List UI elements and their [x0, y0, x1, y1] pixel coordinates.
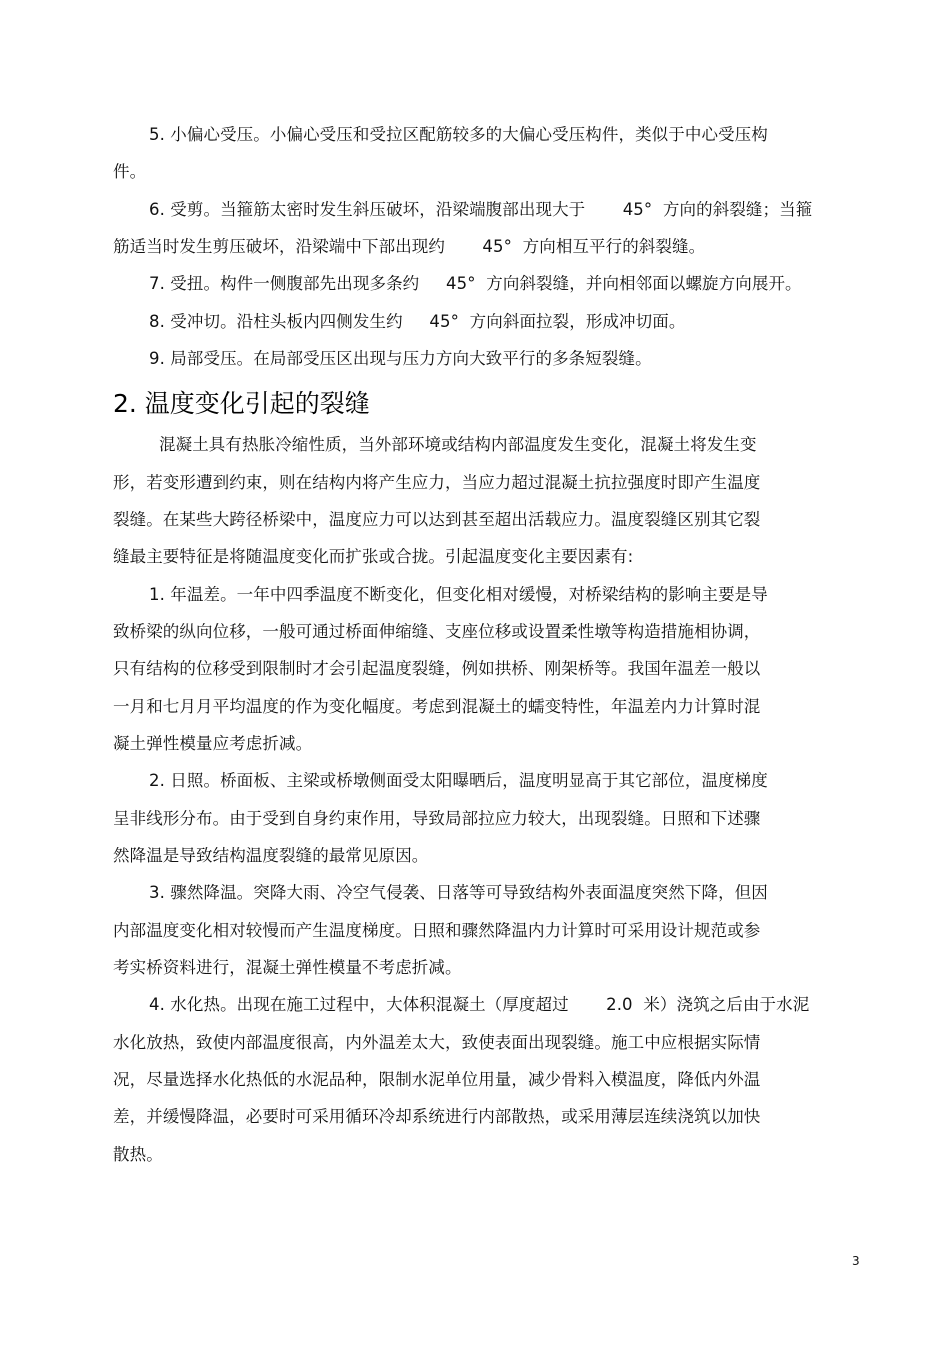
text-line: 形，若变形遭到约束，则在结构内将产生应力，当应力超过混凝土抗拉强度时即产生温度	[113, 473, 761, 492]
text-line: 8. 受冲切。沿柱头板内四侧发生约 45° 方向斜面拉裂，形成冲切面。	[149, 312, 686, 331]
text-line: 7. 受扭。构件一侧腹部先出现多条约 45° 方向斜裂缝，并向相邻面以螺旋方向展开。	[149, 274, 802, 293]
text-line: 件。	[113, 162, 147, 181]
text-line: 致桥梁的纵向位移，一般可通过桥面伸缩缝、支座位移或设置柔性墩等构造措施相协调，	[113, 622, 761, 641]
text-line: 筋适当时发生剪压破坏，沿梁端中下部出现约 45° 方向相互平行的斜裂缝。	[113, 237, 706, 256]
text-line: 散热。	[113, 1145, 163, 1164]
text-line: 1. 年温差。一年中四季温度不断变化，但变化相对缓慢，对桥梁结构的影响主要是导	[149, 585, 768, 604]
text-line: 5. 小偏心受压。小偏心受压和受拉区配筋较多的大偏心受压构件，类似于中心受压构	[149, 125, 768, 144]
text-line: 凝土弹性模量应考虑折减。	[113, 734, 313, 753]
section-heading: 2. 温度变化引起的裂缝	[113, 389, 370, 418]
text-line: 差，并缓慢降温，必要时可采用循环冷却系统进行内部散热，或采用薄层连续浇筑以加快	[113, 1107, 761, 1126]
text-line: 况，尽量选择水化热低的水泥品种，限制水泥单位用量，减少骨料入模温度，降低内外温	[113, 1070, 761, 1089]
text-line: 9. 局部受压。在局部受压区出现与压力方向大致平行的多条短裂缝。	[149, 349, 652, 368]
text-line: 3. 骤然降温。突降大雨、冷空气侵袭、日落等可导致结构外表面温度突然下降，但因	[149, 883, 768, 902]
text-line: 考实桥资料进行，混凝土弹性模量不考虑折减。	[113, 958, 462, 977]
text-line: 水化放热，致使内部温度很高，内外温差太大，致使表面出现裂缝。施工中应根据实际情	[113, 1033, 761, 1052]
text-line: 一月和七月月平均温度的作为变化幅度。考虑到混凝土的蠕变特性，年温差内力计算时混	[113, 697, 761, 716]
text-line: 4. 水化热。出现在施工过程中，大体积混凝土（厚度超过 2.0 米）浇筑之后由于水泥	[149, 995, 810, 1014]
text-line: 然降温是导致结构温度裂缝的最常见原因。	[113, 846, 429, 865]
text-line: 呈非线形分布。由于受到自身约束作用，导致局部拉应力较大，出现裂缝。日照和下述骤	[113, 809, 761, 828]
text-line: 内部温度变化相对较慢而产生温度梯度。日照和骤然降温内力计算时可采用设计规范或参	[113, 921, 761, 940]
text-line: 只有结构的位移受到限制时才会引起温度裂缝，例如拱桥、刚架桥等。我国年温差一般以	[113, 659, 761, 678]
page-number: 3	[852, 1254, 860, 1268]
text-line: 6. 受剪。当箍筋太密时发生斜压破坏，沿梁端腹部出现大于 45° 方向的斜裂缝；当箍	[149, 200, 813, 219]
text-line: 裂缝。在某些大跨径桥梁中，温度应力可以达到甚至超出活载应力。温度裂缝区别其它裂	[113, 510, 761, 529]
text-line: 混凝土具有热胀冷缩性质，当外部环境或结构内部温度发生变化，混凝土将发生变	[159, 435, 757, 454]
text-line: 2. 日照。桥面板、主梁或桥墩侧面受太阳曝晒后，温度明显高于其它部位，温度梯度	[149, 771, 768, 790]
text-line: 缝最主要特征是将随温度变化而扩张或合拢。引起温度变化主要因素有:	[113, 547, 634, 566]
